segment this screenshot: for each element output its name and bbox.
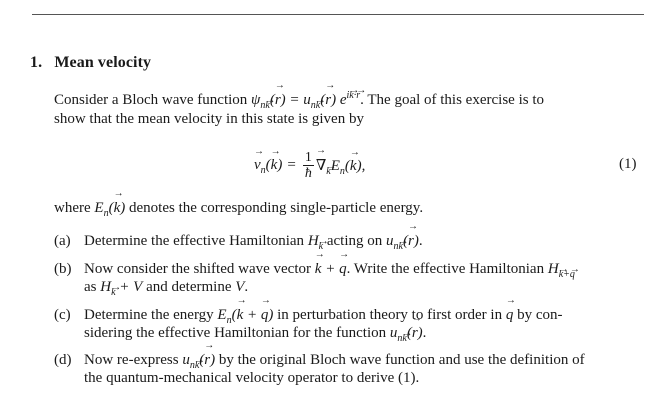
item-text: . <box>418 233 423 249</box>
item-label: (c) <box>54 307 71 323</box>
item-text: and determine <box>142 279 236 295</box>
after-equation-line <box>54 199 423 217</box>
eq-numerator: 1 <box>304 149 312 165</box>
section-title: Mean velocity <box>54 54 152 71</box>
item-label: (a) <box>54 233 71 249</box>
eq-fraction <box>303 150 314 181</box>
equation-1 <box>254 146 365 184</box>
eq-lhs: → $v_n(\to k)$ <box>254 157 282 174</box>
intro-line-1 <box>54 91 544 109</box>
eq-equals: = <box>287 156 296 173</box>
item-body <box>84 306 563 324</box>
k-plus-q: → k + → q <box>315 261 347 277</box>
energy-k-plus-q: $E_n(\to k$ + → q) <box>217 307 273 323</box>
item-text: sidering the effective Hamiltonian for the function <box>84 325 390 341</box>
item-text: . <box>422 325 427 341</box>
item-body <box>84 351 585 369</box>
psi-expression: $\psi_{nk}(\to r) = u_{nk}(\to r)$ $e^{ik\cdot r}$ <box>251 92 360 108</box>
list-item-c-line-2 <box>84 324 426 342</box>
hk-plus-v: $H_k + V$ <box>100 279 143 298</box>
list-item-b-line-2 <box>84 278 248 296</box>
item-label: (d) <box>54 352 72 368</box>
item-body <box>84 232 423 250</box>
list-item-d-line-2: the quantum-mechanical velocity operator to derive (1). <box>84 370 420 386</box>
item-text: as <box>84 279 101 295</box>
section-number: 1. <box>30 54 43 71</box>
item-label: (b) <box>54 261 72 277</box>
intro-line-2: show that the mean velocity in this state is given by <box>54 111 364 127</box>
intro-text-a: Consider a Bloch wave function <box>54 92 252 108</box>
item-text: in perturbation theory to first order in <box>273 307 506 323</box>
u-nk: $u_{nk}(\to r)$ <box>386 233 419 249</box>
v-symbol: V <box>235 279 245 295</box>
item-text: Determine the effective Hamiltonian <box>84 233 308 249</box>
item-text: acting on <box>323 233 387 249</box>
item-text: . Write the effective Hamiltonian <box>346 261 548 277</box>
item-text: by con- <box>513 307 563 323</box>
u-nk: $u_{nk}(\to r)$ <box>182 352 215 368</box>
after-eq-text-a: where <box>54 200 95 216</box>
u-nk: $u_{nk}(\to r)$ <box>390 325 423 341</box>
item-text: by the original Bloch wave function and use the definition of <box>215 352 585 368</box>
hamiltonian-k-plus-q: $H_{k+q}$ <box>547 261 575 280</box>
item-text: Now consider the shifted wave vector <box>84 261 315 277</box>
item-body <box>84 260 575 278</box>
eq-denominator: ħ <box>304 165 312 181</box>
item-text: Now re-express <box>84 352 183 368</box>
after-eq-text-b: denotes the corresponding single-particle energy. <box>125 200 424 216</box>
item-text: . <box>244 279 249 295</box>
q-vector: → q <box>506 307 514 323</box>
equation-number: (1) <box>619 156 637 172</box>
top-rule <box>32 14 644 15</box>
energy-expression: $E_n(\to k)$ <box>94 200 125 216</box>
section-heading <box>30 54 151 72</box>
eq-rhs: → $\nabla_kE_n(\to k)$, <box>316 156 366 175</box>
intro-text-b: . The goal of this exercise is to <box>360 92 544 108</box>
item-text: Determine the energy <box>84 307 218 323</box>
hamiltonian-k: $H_k$ <box>307 233 324 252</box>
